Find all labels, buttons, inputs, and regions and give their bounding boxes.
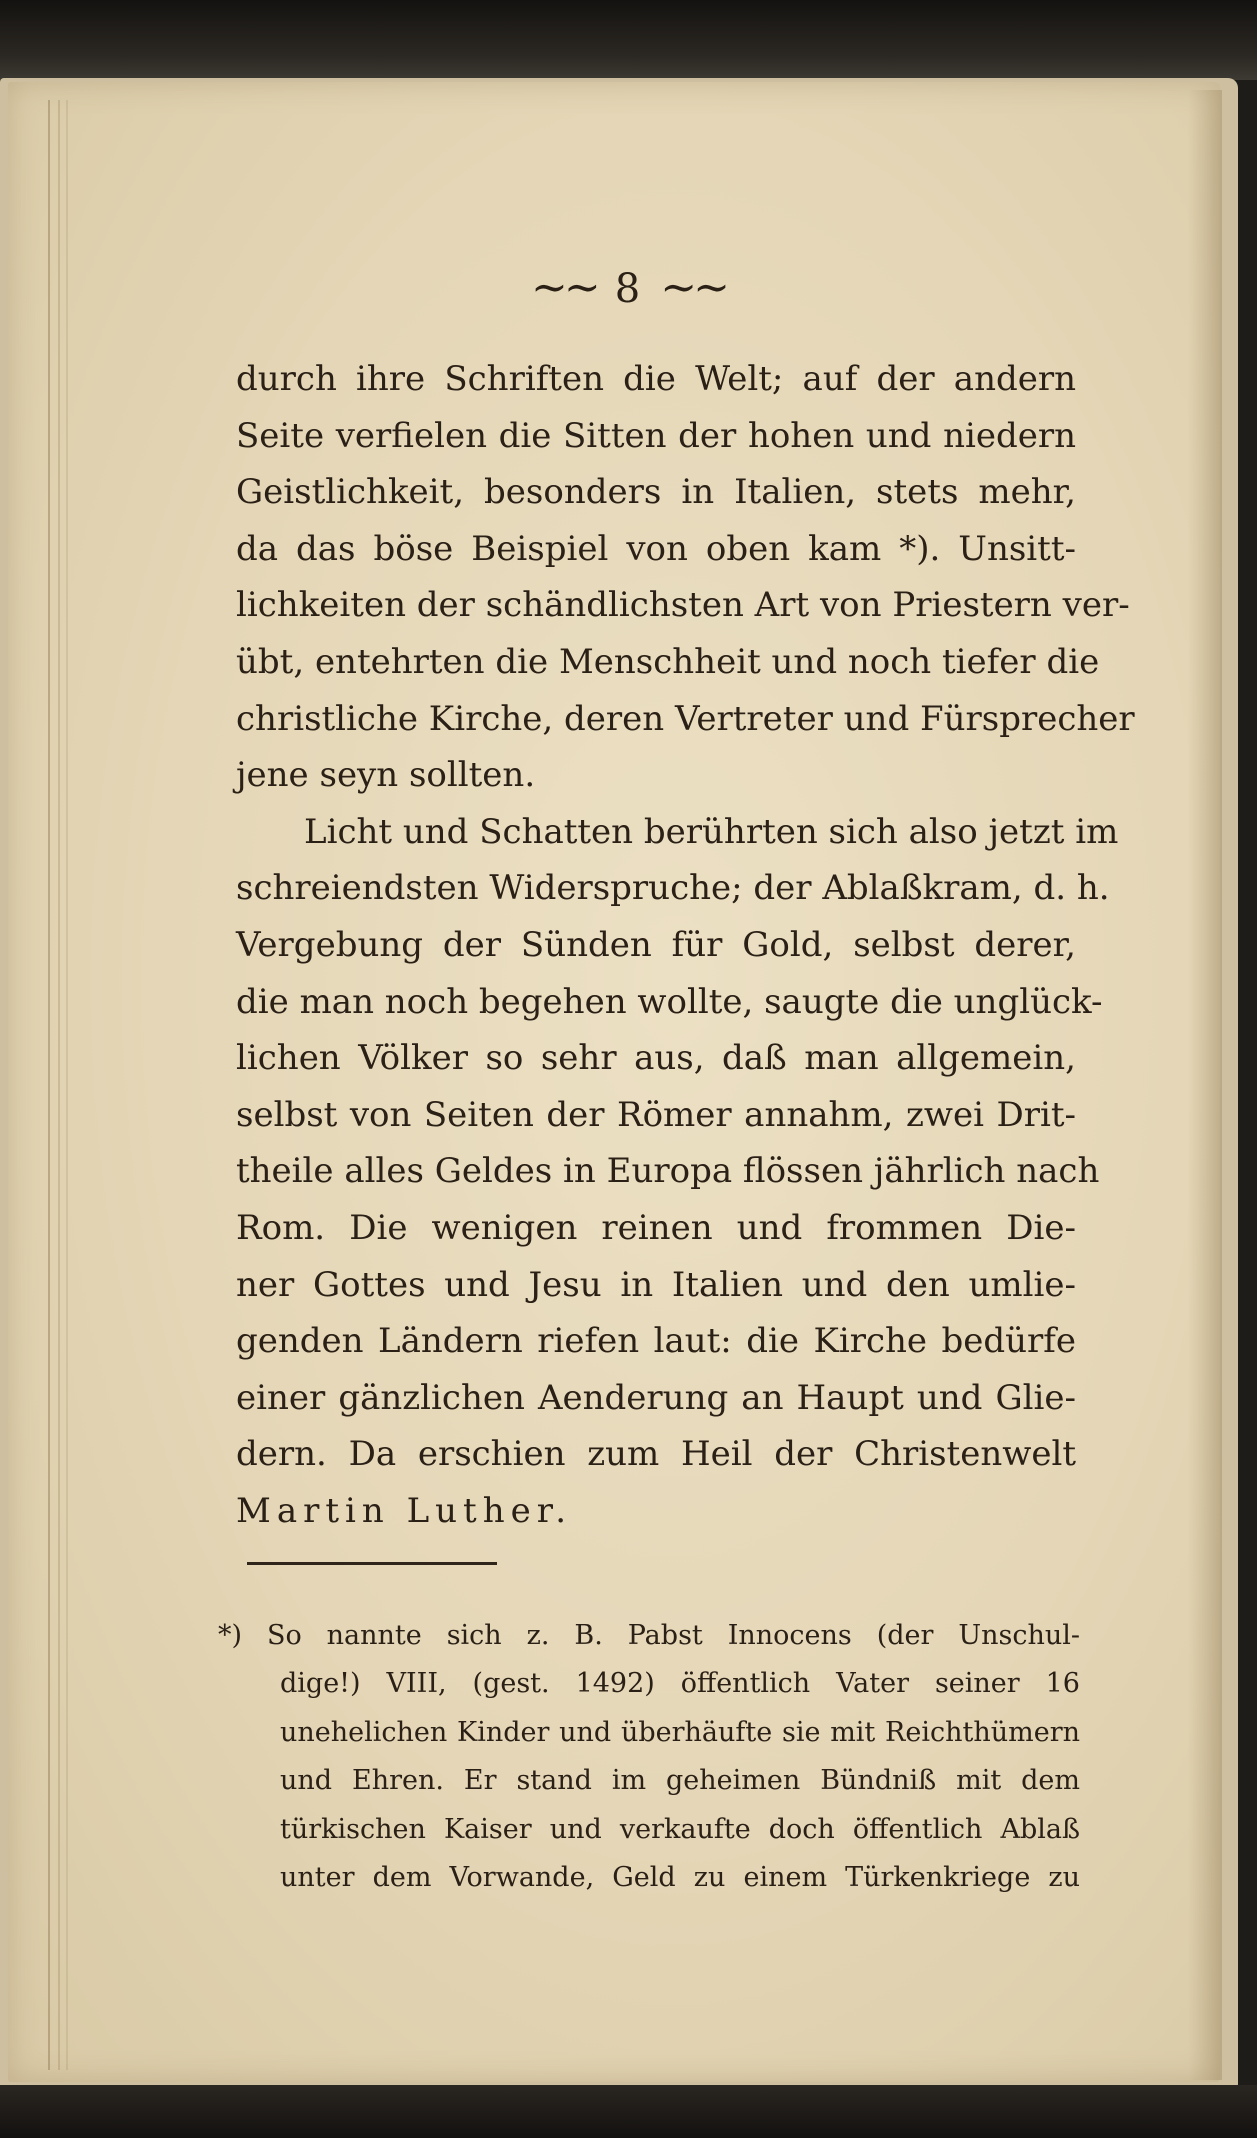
page-header (0, 262, 1257, 313)
text-line: genden Ländern riefen laut: die Kirche bedürfe (236, 1321, 1076, 1362)
footnote (218, 1612, 1080, 1902)
text-line: Seite verfielen die Sitten der hohen und niedern (236, 415, 1076, 456)
gutter-line (48, 100, 50, 2070)
text-line: christliche Kirche, deren Vertreter und Fürsprecher (236, 698, 1135, 739)
scan-top-edge (0, 0, 1257, 80)
text-line: dern. Da erschien zum Heil der Christenwelt (236, 1434, 1076, 1475)
text-line: durch ihre Schriften die Welt; auf der andern (236, 359, 1076, 399)
footnote-line: türkischen Kaiser und verkaufte doch öffentlich Ablaß (280, 1813, 1080, 1845)
text-line: übt, entehrten die Menschheit und noch tiefer die (236, 641, 1100, 682)
text-line: die man noch begehen wollte, saugte die unglück- (236, 981, 1103, 1022)
footnote-line: und Ehren. Er stand im geheimen Bündniß mit dem (280, 1765, 1080, 1797)
gutter-line (58, 100, 60, 2070)
footnote-line: unehelichen Kinder und überhäufte sie mit Reichthümern (280, 1716, 1080, 1748)
footnote-line: dige!) VIII, (gest. 1492) öffentlich Vater seiner 16 (280, 1668, 1080, 1700)
text-line: Vergebung der Sünden für Gold, selbst derer, (236, 924, 1076, 965)
text-line: lichen Völker so sehr aus, daß man allgemein, (236, 1038, 1076, 1079)
page-number: 8 (614, 266, 643, 312)
gutter-line (66, 100, 68, 2070)
text-line: ner Gottes und Jesu in Italien und den umlie- (236, 1264, 1076, 1305)
body-text (236, 351, 1135, 1539)
footnote-divider (247, 1562, 497, 1565)
header-ornament-right: ~~ (660, 262, 726, 313)
page-fold-shadow (1188, 90, 1222, 2080)
text-line-author-name: Martin Luther. (236, 1490, 573, 1531)
text-line: Licht und Schatten berührten sich also jetzt im (304, 811, 1119, 852)
text-line: selbst von Seiten der Römer annahm, zwei Drit- (236, 1094, 1076, 1135)
text-line: lichkeiten der schändlichsten Art von Priestern ver- (236, 585, 1130, 626)
footnote-line: unter dem Vorwande, Geld zu einem Türkenkriege zu (280, 1862, 1080, 1894)
header-ornament-left: ~~ (531, 262, 597, 313)
text-line: jene seyn sollten. (236, 755, 536, 796)
scan-bottom-edge (0, 2085, 1257, 2138)
text-line: schreiendsten Widerspruche; der Ablaßkram, d. h. (236, 868, 1110, 909)
footnote-line: *) So nannte sich z. B. Pabst Innocens (der Unschul- (218, 1620, 1080, 1651)
text-line: Rom. Die wenigen reinen und frommen Die- (236, 1207, 1076, 1248)
text-line: einer gänzlichen Aenderung an Haupt und Glie- (236, 1377, 1076, 1418)
text-line: da das böse Beispiel von oben kam *). Unsitt- (236, 528, 1076, 569)
text-line: theile alles Geldes in Europa flössen jährlich nach (236, 1151, 1100, 1192)
text-line: Geistlichkeit, besonders in Italien, stets mehr, (236, 472, 1076, 513)
